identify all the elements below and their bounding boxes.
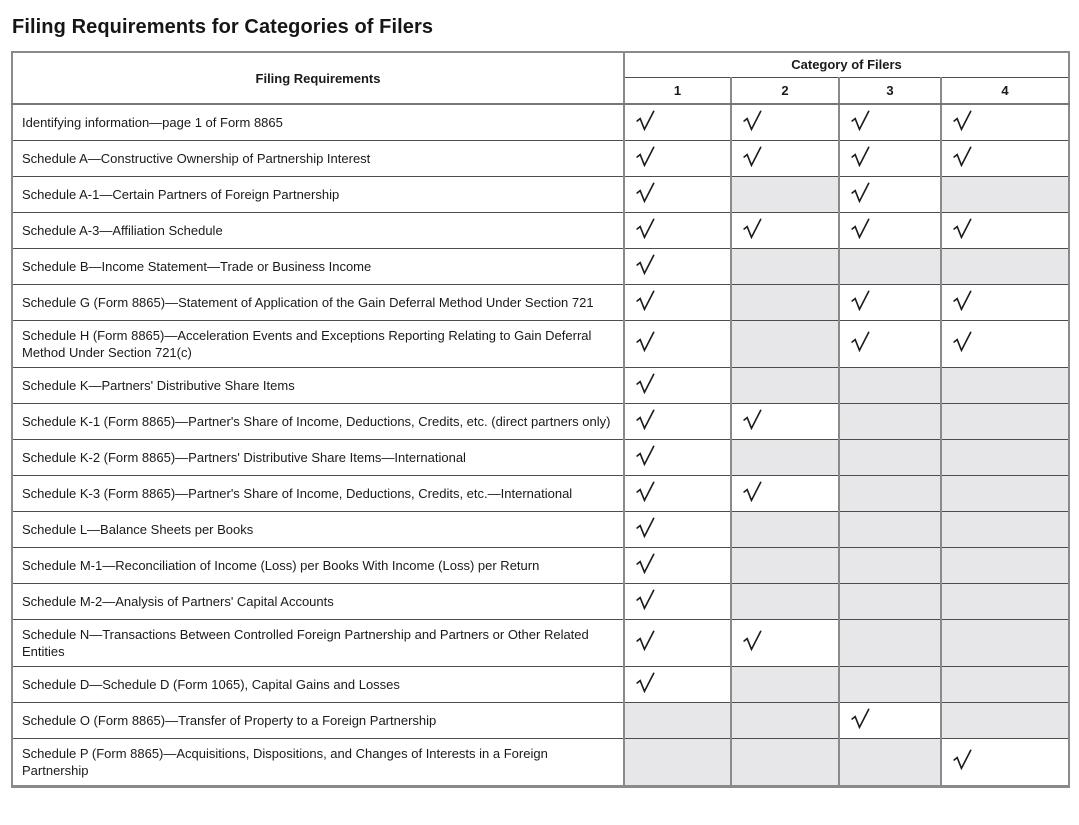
checkmark-icon (636, 182, 655, 203)
check-cell (731, 619, 839, 666)
checkmark-icon (953, 331, 972, 352)
row-label: Schedule K-3 (Form 8865)—Partner's Share of Income, Deductions, Credits, etc.—International (12, 475, 624, 511)
empty-shaded-cell (941, 666, 1069, 702)
checkmark-icon (953, 218, 972, 239)
empty-shaded-cell (941, 367, 1069, 403)
empty-shaded-cell (839, 666, 941, 702)
row-label: Schedule P (Form 8865)—Acquisitions, Dispositions, and Changes of Interests in a Foreign Partnership (12, 738, 624, 786)
table-row (12, 367, 1069, 403)
empty-shaded-cell (839, 439, 941, 475)
table-row (12, 320, 1069, 367)
checkmark-icon (636, 290, 655, 311)
checkmark-icon (636, 110, 655, 131)
empty-shaded-cell (941, 702, 1069, 738)
check-cell (839, 176, 941, 212)
check-cell (624, 320, 731, 367)
empty-shaded-cell (941, 547, 1069, 583)
check-cell (624, 439, 731, 475)
check-cell (624, 367, 731, 403)
check-cell (731, 475, 839, 511)
table-row (12, 547, 1069, 583)
table-row (12, 666, 1069, 702)
check-cell (941, 320, 1069, 367)
checkmark-icon (953, 749, 972, 770)
checkmark-icon (636, 589, 655, 610)
header-row-group (12, 52, 1069, 77)
check-cell (624, 403, 731, 439)
checkmark-icon (743, 481, 762, 502)
empty-shaded-cell (731, 248, 839, 284)
check-cell (839, 212, 941, 248)
row-label: Identifying information—page 1 of Form 8865 (12, 104, 624, 140)
check-cell (731, 104, 839, 140)
checkmark-icon (636, 672, 655, 693)
table-row (12, 738, 1069, 786)
checkmark-icon (851, 146, 870, 167)
table-row (12, 619, 1069, 666)
check-cell (839, 284, 941, 320)
empty-shaded-cell (941, 583, 1069, 619)
check-cell (941, 738, 1069, 786)
table-row (12, 702, 1069, 738)
empty-shaded-cell (941, 619, 1069, 666)
table-row (12, 439, 1069, 475)
checkmark-icon (953, 146, 972, 167)
check-cell (941, 140, 1069, 176)
check-cell (624, 104, 731, 140)
empty-shaded-cell (731, 284, 839, 320)
check-cell (624, 140, 731, 176)
filing-requirements-header: Filing Requirements (12, 52, 624, 104)
row-label: Schedule D—Schedule D (Form 1065), Capital Gains and Losses (12, 666, 624, 702)
empty-shaded-cell (941, 403, 1069, 439)
table-row (12, 212, 1069, 248)
checkmark-icon (851, 218, 870, 239)
empty-shaded-cell (731, 439, 839, 475)
empty-shaded-cell (731, 320, 839, 367)
table-header (12, 52, 1069, 104)
empty-shaded-cell (731, 702, 839, 738)
checkmark-icon (953, 110, 972, 131)
check-cell (624, 176, 731, 212)
empty-shaded-cell (731, 738, 839, 786)
empty-shaded-cell (731, 176, 839, 212)
check-cell (624, 475, 731, 511)
category-column-header: 4 (941, 77, 1069, 104)
empty-shaded-cell (839, 547, 941, 583)
empty-shaded-cell (731, 511, 839, 547)
checkmark-icon (636, 630, 655, 651)
checkmark-icon (636, 517, 655, 538)
empty-shaded-cell (941, 439, 1069, 475)
checkmark-icon (636, 445, 655, 466)
empty-shaded-cell (941, 475, 1069, 511)
check-cell (839, 702, 941, 738)
empty-shaded-cell (731, 367, 839, 403)
check-cell (839, 320, 941, 367)
filing-requirements-table (11, 51, 1070, 788)
empty-shaded-cell (839, 738, 941, 786)
check-cell (624, 583, 731, 619)
check-cell (731, 403, 839, 439)
checkmark-icon (743, 630, 762, 651)
checkmark-icon (851, 110, 870, 131)
checkmark-icon (636, 146, 655, 167)
check-cell (624, 511, 731, 547)
page-title: Filing Requirements for Categories of Filers (12, 16, 434, 38)
table-row (12, 583, 1069, 619)
empty-shaded-cell (941, 248, 1069, 284)
table-row (12, 475, 1069, 511)
check-cell (624, 666, 731, 702)
checkmark-icon (743, 110, 762, 131)
check-cell (731, 140, 839, 176)
check-cell (624, 284, 731, 320)
row-label: Schedule L—Balance Sheets per Books (12, 511, 624, 547)
checkmark-icon (636, 481, 655, 502)
check-cell (624, 619, 731, 666)
table-row (12, 511, 1069, 547)
empty-shaded-cell (839, 583, 941, 619)
table-row (12, 104, 1069, 140)
row-label: Schedule A-1—Certain Partners of Foreign Partnership (12, 176, 624, 212)
row-label: Schedule O (Form 8865)—Transfer of Property to a Foreign Partnership (12, 702, 624, 738)
checkmark-icon (743, 218, 762, 239)
checkmark-icon (851, 182, 870, 203)
row-label: Schedule B—Income Statement—Trade or Business Income (12, 248, 624, 284)
empty-shaded-cell (839, 367, 941, 403)
empty-shaded-cell (624, 702, 731, 738)
check-cell (941, 212, 1069, 248)
check-cell (731, 212, 839, 248)
checkmark-icon (636, 218, 655, 239)
empty-shaded-cell (731, 547, 839, 583)
row-label: Schedule A—Constructive Ownership of Partnership Interest (12, 140, 624, 176)
row-label: Schedule A-3—Affiliation Schedule (12, 212, 624, 248)
empty-shaded-cell (731, 583, 839, 619)
check-cell (624, 547, 731, 583)
checkmark-icon (851, 331, 870, 352)
checkmark-icon (636, 409, 655, 430)
check-cell (624, 248, 731, 284)
row-label: Schedule N—Transactions Between Controlled Foreign Partnership and Partners or Other Related Entities (12, 619, 624, 666)
row-label: Schedule K-1 (Form 8865)—Partner's Share of Income, Deductions, Credits, etc. (direct partners only) (12, 403, 624, 439)
checkmark-icon (743, 146, 762, 167)
row-label: Schedule K—Partners' Distributive Share Items (12, 367, 624, 403)
row-label: Schedule G (Form 8865)—Statement of Application of the Gain Deferral Method Under Section 721 (12, 284, 624, 320)
check-cell (624, 212, 731, 248)
category-column-header: 3 (839, 77, 941, 104)
checkmark-icon (851, 290, 870, 311)
check-cell (839, 104, 941, 140)
empty-shaded-cell (624, 738, 731, 786)
check-cell (941, 104, 1069, 140)
row-label: Schedule H (Form 8865)—Acceleration Events and Exceptions Reporting Relating to Gain Deferral Method Under Section 721(c) (12, 320, 624, 367)
checkmark-icon (636, 331, 655, 352)
table-row (12, 176, 1069, 212)
checkmark-icon (851, 708, 870, 729)
empty-shaded-cell (839, 511, 941, 547)
checkmark-icon (636, 373, 655, 394)
row-label: Schedule M-1—Reconciliation of Income (Loss) per Books With Income (Loss) per Return (12, 547, 624, 583)
table-body (12, 104, 1069, 786)
table-row (12, 403, 1069, 439)
checkmark-icon (636, 553, 655, 574)
table-row (12, 248, 1069, 284)
table-row (12, 140, 1069, 176)
check-cell (839, 140, 941, 176)
empty-shaded-cell (839, 475, 941, 511)
checkmark-icon (636, 254, 655, 275)
checkmark-icon (953, 290, 972, 311)
row-label: Schedule M-2—Analysis of Partners' Capital Accounts (12, 583, 624, 619)
empty-shaded-cell (839, 248, 941, 284)
check-cell (941, 284, 1069, 320)
empty-shaded-cell (941, 511, 1069, 547)
empty-shaded-cell (839, 403, 941, 439)
empty-shaded-cell (839, 619, 941, 666)
category-column-header: 1 (624, 77, 731, 104)
table-row (12, 284, 1069, 320)
empty-shaded-cell (941, 176, 1069, 212)
category-of-filers-header: Category of Filers (624, 52, 1069, 77)
row-label: Schedule K-2 (Form 8865)—Partners' Distributive Share Items—International (12, 439, 624, 475)
checkmark-icon (743, 409, 762, 430)
empty-shaded-cell (731, 666, 839, 702)
category-column-header: 2 (731, 77, 839, 104)
